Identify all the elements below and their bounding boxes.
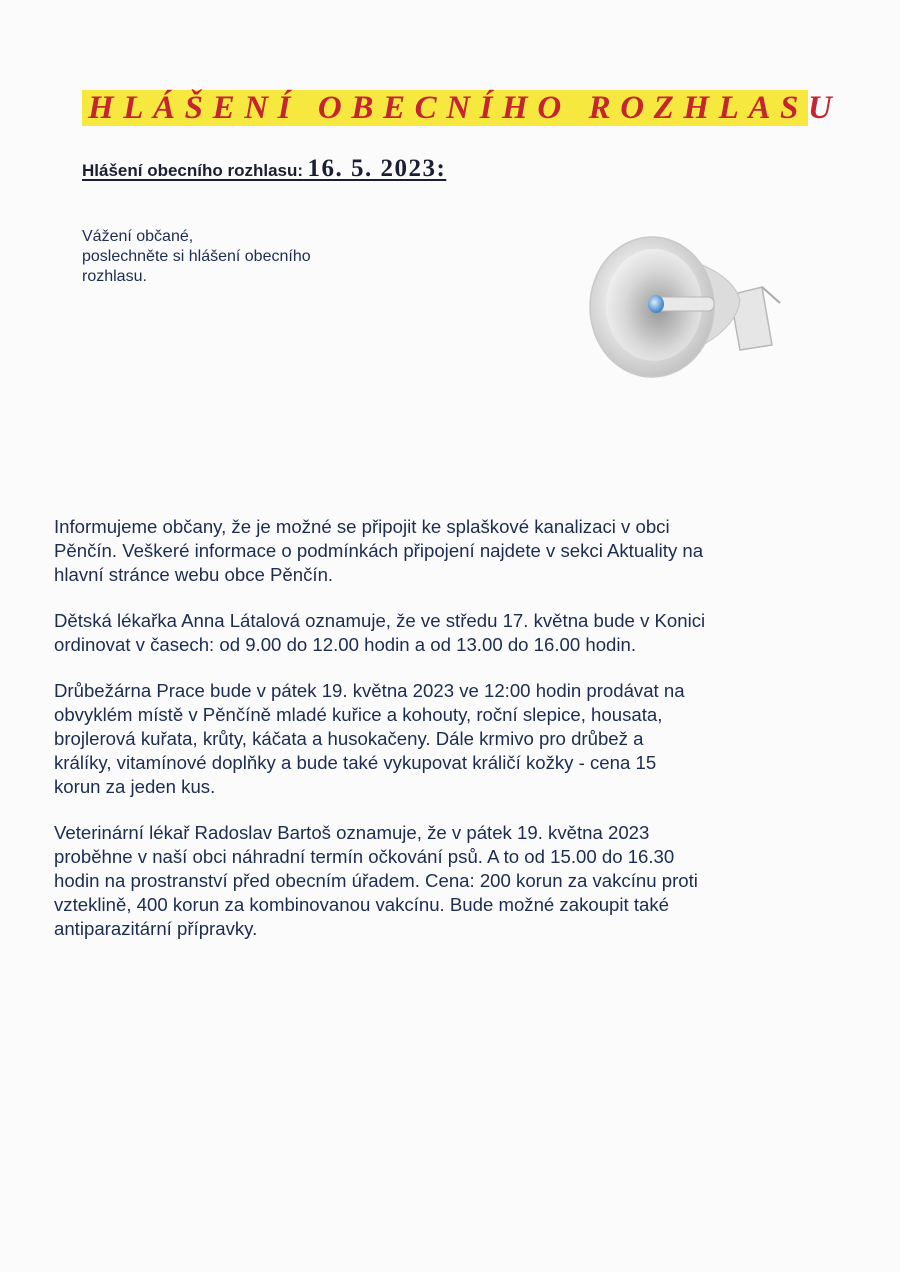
greeting-line: rozhlasu.	[82, 268, 147, 285]
announcement-paragraph	[54, 679, 834, 799]
paragraph-line: ordinovat v časech: od 9.00 do 12.00 hodin a od 13.00 do 16.00 hodin.	[54, 634, 637, 655]
announcement-paragraph	[54, 821, 834, 941]
loudspeaker-icon	[580, 225, 795, 395]
paragraph-line: brojlerová kuřata, krůty, káčata a husokačeny. Dále krmivo pro drůbež a	[54, 728, 644, 749]
paragraph-line: Pěnčín. Veškeré informace o podmínkách připojení najdete v sekci Aktuality na	[54, 540, 704, 561]
announcement-paragraph	[54, 515, 834, 587]
paragraph-line: Drůbežárna Prace bude v pátek 19. května 2023 ve 12:00 hodin prodávat na	[54, 680, 685, 701]
announcement-date: 16. 5. 2023:	[307, 155, 447, 182]
paragraph-line: vzteklině, 400 korun za kombinovanou vakcínu. Bude možné zakoupit také	[54, 894, 669, 915]
paragraph-line: Informujeme občany, že je možné se připojit ke splaškové kanalizaci v obci	[54, 516, 670, 537]
greeting	[82, 227, 311, 287]
paragraph-line: proběhne v naší obci náhradní termín očkování psů. A to od 15.00 do 16.30	[54, 846, 675, 867]
paragraph-line: korun za jeden kus.	[54, 776, 216, 797]
paragraph-line: Veterinární lékař Radoslav Bartoš oznamuje, že v pátek 19. května 2023	[54, 822, 650, 843]
announcement-heading-label: Hlášení obecního rozhlasu:	[82, 161, 304, 180]
greeting-line: Vážení občané,	[82, 228, 194, 245]
announcement-heading	[82, 155, 446, 183]
greeting-line: poslechněte si hlášení obecního	[82, 248, 311, 265]
paragraph-line: hodin na prostranství před obecním úřadem. Cena: 200 korun za vakcínu proti	[54, 870, 698, 891]
page-title: HLÁŠENÍ OBECNÍHO ROZHLASU	[88, 90, 842, 126]
paragraph-line: hlavní stránce webu obce Pěnčín.	[54, 564, 334, 585]
paragraph-line: antiparazitární přípravky.	[54, 918, 258, 939]
paragraph-line: králíky, vitamínové doplňky a bude také vykupovat králičí kožky - cena 15	[54, 752, 657, 773]
announcement-body	[54, 515, 834, 963]
paragraph-line: obvyklém místě v Pěnčíně mladé kuřice a kohouty, roční slepice, housata,	[54, 704, 663, 725]
announcement-paragraph	[54, 609, 834, 657]
paragraph-line: Dětská lékařka Anna Látalová oznamuje, že ve středu 17. května bude v Konici	[54, 610, 706, 631]
